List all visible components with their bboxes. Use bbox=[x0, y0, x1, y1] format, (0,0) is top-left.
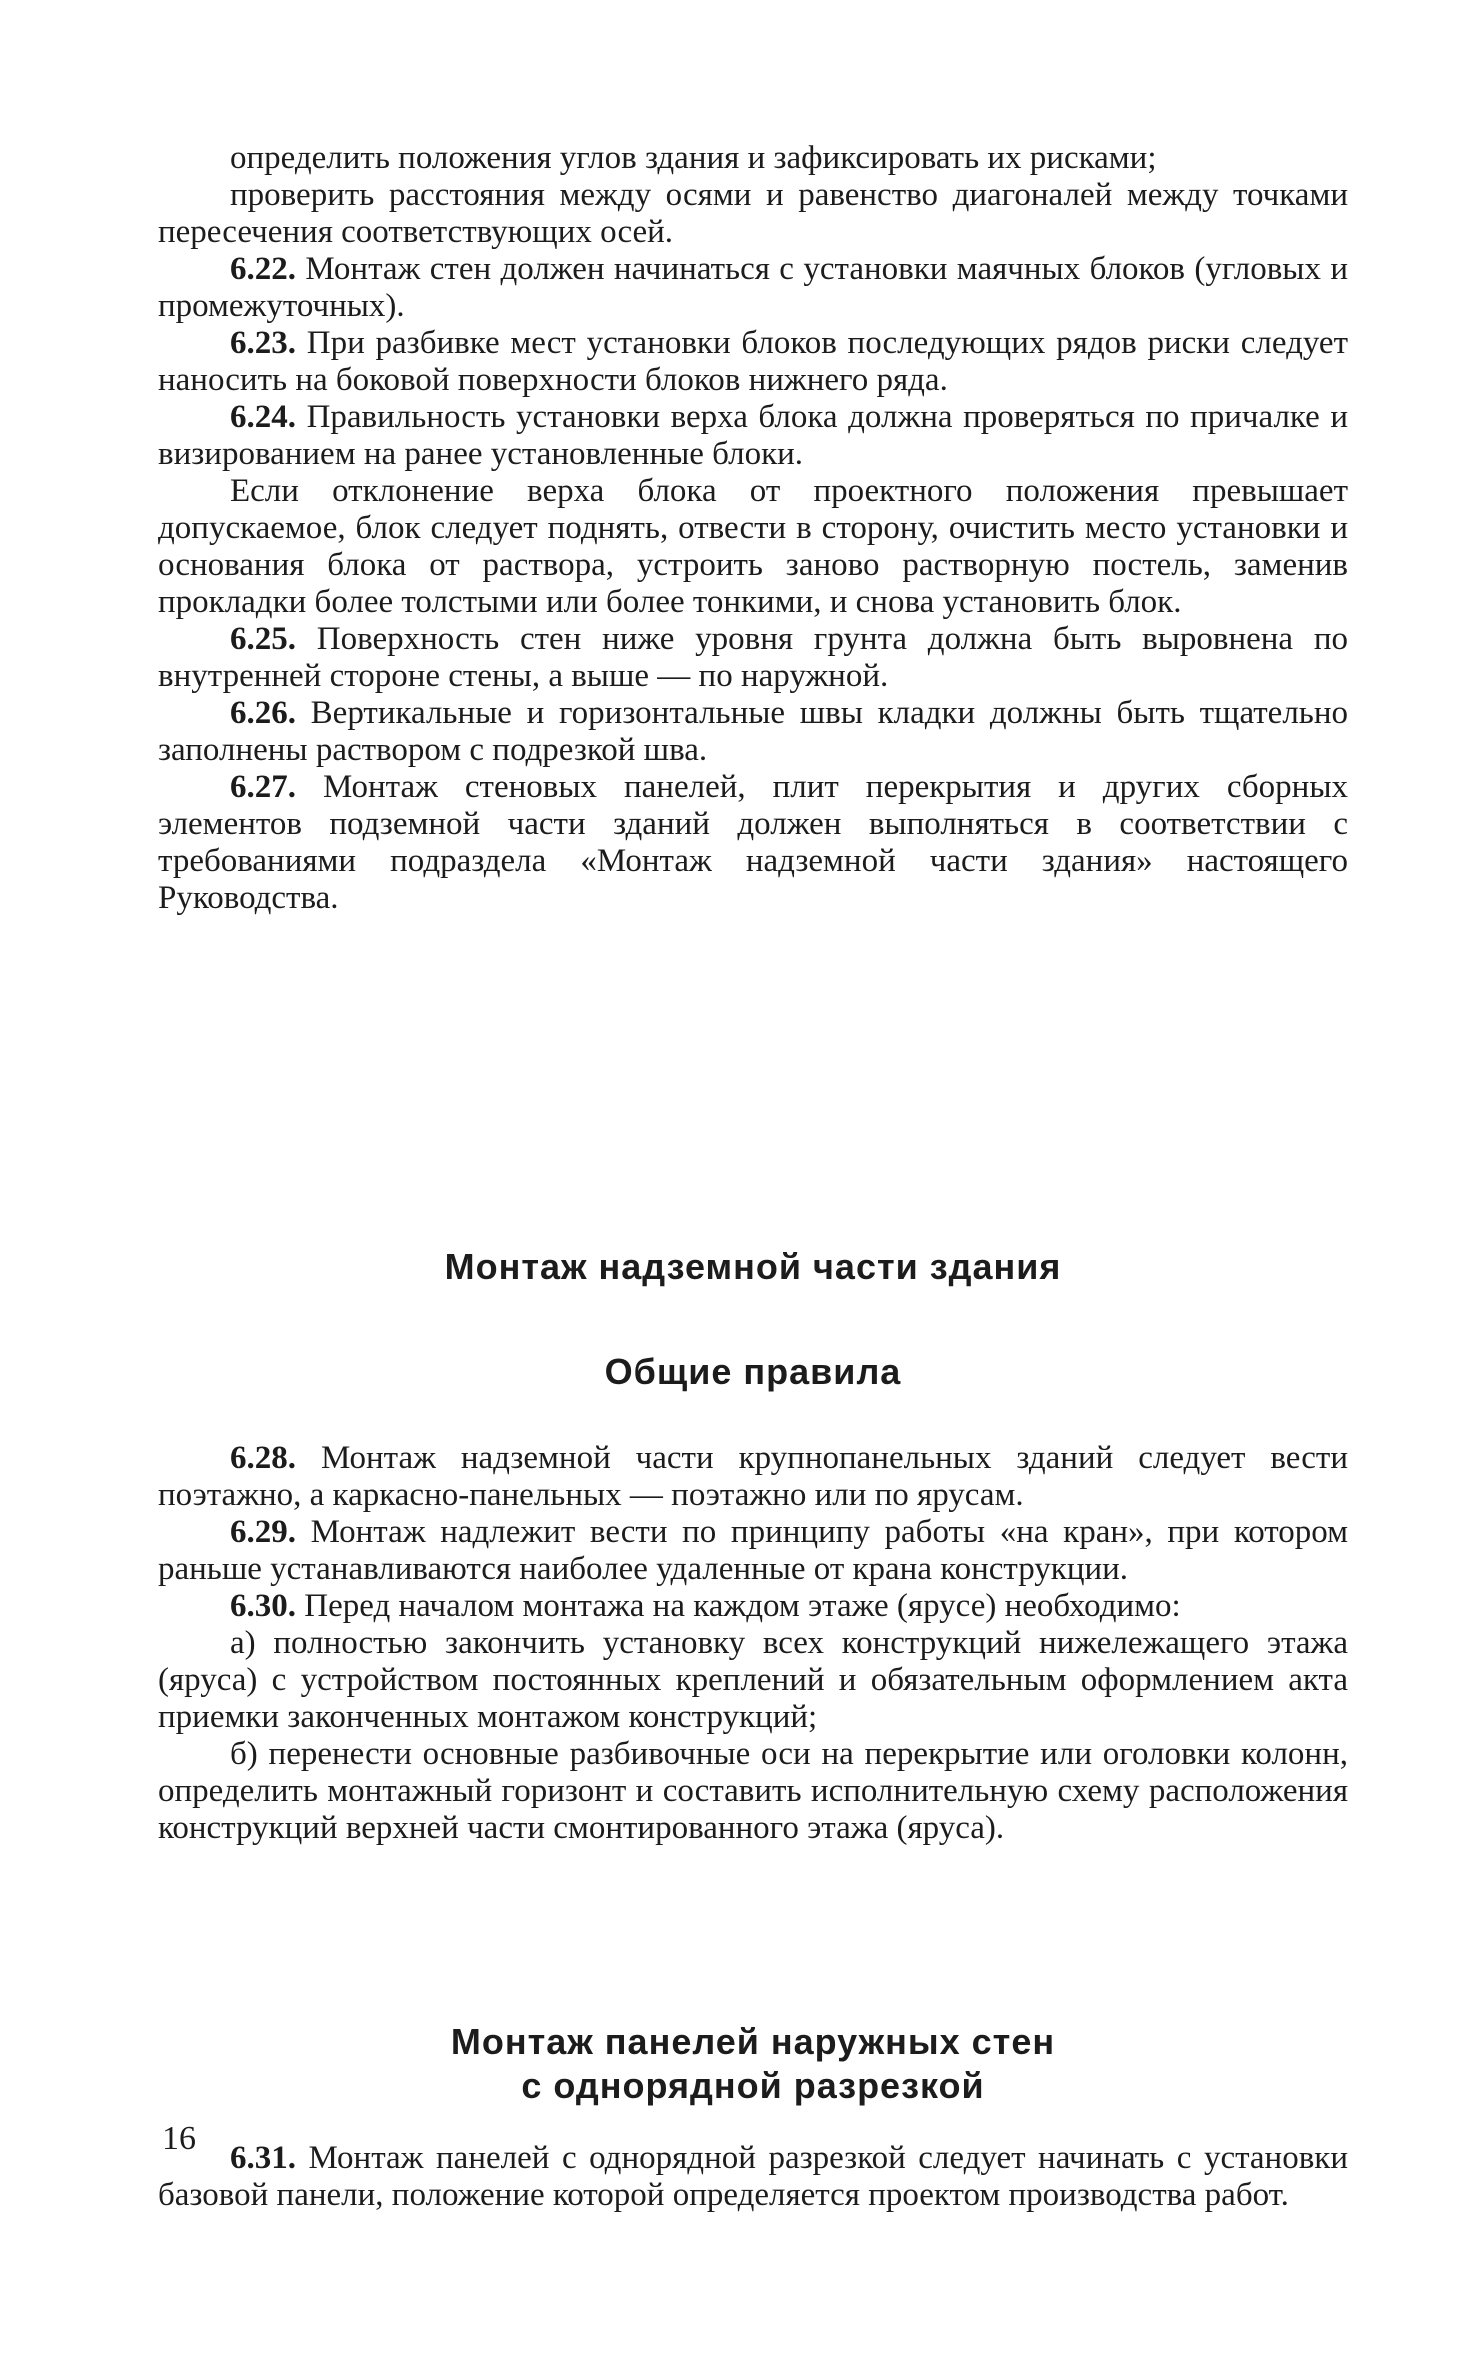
paragraph-6-31: 6.31. Монтаж панелей с однорядной разрезкой следует начинать с установки базовой панели, положение которой определяется проектом производства работ. bbox=[158, 2140, 1348, 2213]
walls-text-block bbox=[158, 2140, 1348, 2214]
paragraph-check-distances: проверить расстояния между осями и равенство диагоналей между точками пересечения соответствующих осей. bbox=[158, 177, 1348, 250]
walls-heading bbox=[158, 2020, 1348, 2108]
paragraph-6-27: 6.27. Монтаж стеновых панелей, плит перекрытия и других сборных элементов подземной части зданий должен выполняться в соответствии с требованиями подраздела «Монтаж надземной части здания» настоящего Руководства. bbox=[158, 769, 1348, 916]
top-text-block bbox=[158, 140, 1348, 917]
paragraph-corner-marks: определить положения углов здания и зафиксировать их рисками; bbox=[230, 140, 1157, 176]
walls-heading-line-1: Монтаж панелей наружных стен bbox=[450, 2021, 1056, 2062]
paragraph-6-26: 6.26. Вертикальные и горизонтальные швы кладки должны быть тщательно заполнены раствором с подрезкой шва. bbox=[158, 695, 1348, 768]
walls-heading-line-2: с однорядной разрезкой bbox=[521, 2065, 985, 2106]
subsection-heading: Общие правила bbox=[604, 1351, 902, 1392]
paragraph-6-25: 6.25. Поверхность стен ниже уровня грунта должна быть выровнена по внутренней стороне стены, а выше — по наружной. bbox=[158, 621, 1348, 694]
paragraph-6-28: 6.28. Монтаж надземной части крупнопанельных зданий следует вести поэтажно, а каркасно-панельных — поэтажно или по ярусам. bbox=[158, 1440, 1348, 1513]
paragraph-6-22: 6.22. Монтаж стен должен начинаться с установки маячных блоков (угловых и промежуточных). bbox=[158, 251, 1348, 324]
list-item-a: а) полностью закончить установку всех конструкций нижележащего этажа (яруса) с устройством постоянных креплений и обязательным оформлением акта приемки законченных монтажом конструкций; bbox=[158, 1625, 1348, 1735]
list-item-b: б) перенести основные разбивочные оси на перекрытие или оголовки колонн, определить монтажный горизонт и составить исполнительную схему расположения конструкций верхней части смонтированного этажа (яруса). bbox=[158, 1736, 1348, 1846]
section-heading: Монтаж надземной части здания bbox=[444, 1246, 1062, 1287]
paragraph-deviation: Если отклонение верха блока от проектного положения превышает допускаемое, блок следует поднять, отвести в сторону, очистить место установки и основания блока от раствора, устроить заново растворную постель, заменив прокладки более толстыми или более тонкими, и снова установить блок. bbox=[158, 473, 1348, 620]
paragraph-6-30: 6.30. Перед началом монтажа на каждом этаже (ярусе) необходимо: bbox=[230, 1588, 1181, 1624]
paragraph-6-29: 6.29. Монтаж надлежит вести по принципу работы «на кран», при котором раньше устанавливаются наиболее удаленные от крана конструкции. bbox=[158, 1514, 1348, 1587]
general-rules-block bbox=[158, 1440, 1348, 1847]
page-number: 16 bbox=[162, 2120, 196, 2157]
paragraph-6-23: 6.23. При разбивке мест установки блоков последующих рядов риски следует наносить на боковой поверхности блоков нижнего ряда. bbox=[158, 325, 1348, 398]
paragraph-6-24: 6.24. Правильность установки верха блока должна проверяться по причалке и визированием на ранее установленные блоки. bbox=[158, 399, 1348, 472]
